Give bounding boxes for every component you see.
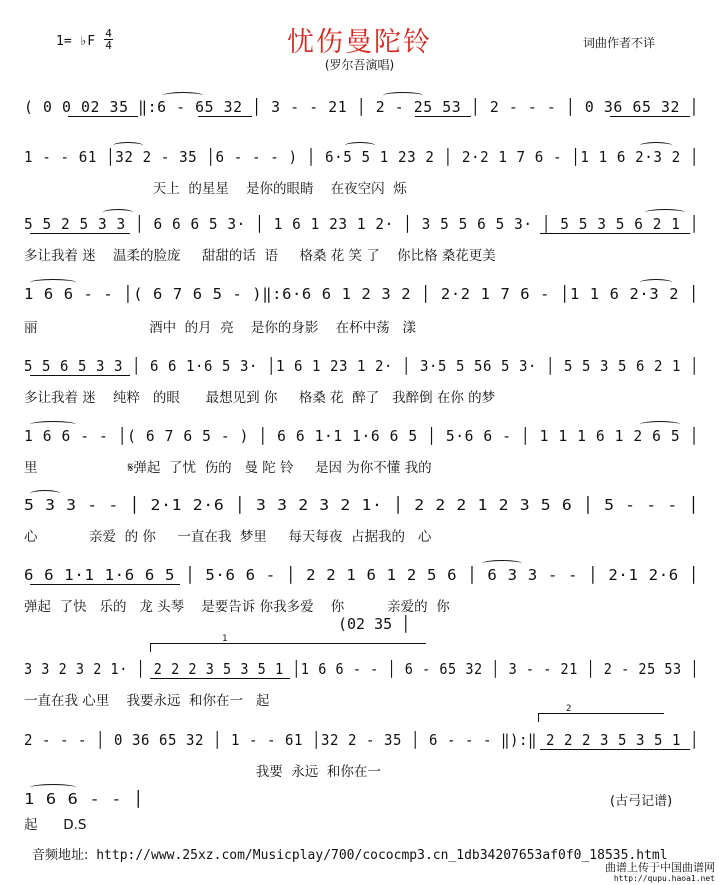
beam-line [68, 116, 138, 117]
slur-mark [640, 279, 672, 286]
watermark-text: 曲谱上传于中国曲谱网 [605, 861, 715, 874]
slur-mark [640, 142, 672, 149]
audio-url-link[interactable]: http://www.25xz.com/Musicplay/700/cococmp3.cn_1db34207653af0f0_18535.html [96, 848, 668, 863]
lyric-line-11: 起 D.S [24, 817, 87, 833]
beam-line [150, 678, 290, 679]
site-watermark [605, 862, 715, 884]
slur-mark [30, 279, 76, 286]
key-signature: 1= ♭F [56, 34, 96, 49]
beam-line [415, 116, 471, 117]
notation-line-3: 5 5 2 5 3 3 │ 6 6 6 5 3· │ 1 6 1 23 1 2· │ 3 5 5 6 5 3· │ 5 5 3 5 6 2 1 │ [24, 215, 699, 233]
notation-line-11: 1 6 6 - - │ [24, 790, 144, 808]
slur-mark [30, 784, 76, 791]
beam-line [610, 116, 690, 117]
volta-1-bracket [150, 643, 426, 652]
notation-line-8: 6 6 1·1 1·6 6 5 │ 5·6 6 - │ 2 2 1 6 1 2 5 6 │ 6 3 3 - - │ 2·1 2·6 │ [24, 566, 699, 584]
lyric-line-4: 丽 酒中 的月 亮 是你的身影 在杯中荡 漾 [24, 320, 416, 336]
lyric-line-10: 我要 永远 和你在一 [24, 764, 381, 780]
watermark-url: http://qupu.haoa1.net [613, 874, 715, 883]
transcriber-credit: (古弓记谱) [610, 794, 673, 809]
notation-line-1: ( 0 0 02 35 ‖:6 - 65 32 │ 3 - - 21 │ 2 - 25 53 │ 2 - - - │ 0 36 65 32 │ [24, 98, 699, 116]
audio-label: 音频地址: [32, 848, 89, 863]
notation-line-10: 2 - - - │ 0 36 65 32 │ 1 - - 61 │32 2 - 35 │ 6 - - - ‖):‖ 2 2 2 3 5 3 5 1 │ [24, 731, 699, 749]
time-numerator: 4 [105, 27, 112, 40]
lyric-line-6: 里 𝄋弹起 了忧 伤的 曼 陀 铃 是因 为你不懂 我的 [24, 460, 432, 476]
slur-mark [30, 421, 76, 428]
beam-line [198, 116, 252, 117]
volta-2-bracket [538, 713, 664, 722]
lyric-line-1 [24, 122, 699, 140]
song-title: 忧伤曼陀铃 [287, 27, 432, 58]
lyric-line-8: 弹起 了快 乐的 龙 头琴 是要告诉 你我多爱 你 亲爱的 你 [24, 599, 450, 615]
notation-line-4: 1 6 6 - - │( 6 7 6 5 - )‖:6·6 6 1 2 3 2 │ 2·2 1 7 6 - │1 1 6 2·3 2 │ [24, 285, 699, 303]
beam-line [30, 584, 180, 585]
audio-link-row [32, 844, 668, 863]
slur-mark [645, 209, 685, 216]
interlude-notation: (02 35 │ [338, 615, 411, 633]
lyric-line-3: 多让我着 迷 温柔的脸庞 甜甜的话 语 格桑 花 笑 了 你比格 桑花更美 [24, 248, 496, 264]
lyric-line-9: 一直在我 心里 我要永远 和你在一 起 [24, 693, 270, 709]
notation-line-9: 3 3 2 3 2 1· │ 2 2 2 3 5 3 5 1 │1 6 6 - - │ 6 - 65 32 │ 3 - - 21 │ 2 - 25 53 │ [24, 660, 699, 678]
lyric-line-7: 心 亲爱 的 你 一直在我 梦里 每天每夜 占据我的 心 [24, 529, 432, 545]
slur-mark [113, 142, 143, 149]
volta-1-label: 1 [222, 634, 228, 644]
slur-mark [163, 92, 203, 99]
beam-line [30, 233, 130, 234]
lyric-line-2: 天上 的星星 是你的眼睛 在夜空闪 烁 [24, 181, 407, 197]
beam-line [540, 233, 690, 234]
beam-line [540, 749, 690, 750]
time-denominator: 4 [105, 39, 112, 52]
slur-mark [103, 209, 133, 216]
composer-credit: 词曲作者不详 [583, 36, 656, 50]
beam-line [30, 375, 130, 376]
time-signature [104, 28, 113, 51]
notation-line-7: 5 3 3 - - │ 2·1 2·6 │ 3 3 2 3 2 1· │ 2 2 2 1 2 3 5 6 │ 5 - - - │ [24, 496, 699, 514]
slur-mark [383, 92, 423, 99]
slur-mark [30, 490, 60, 497]
slur-mark [345, 142, 375, 149]
slur-mark [482, 560, 522, 567]
notation-line-2: 1 - - 61 │32 2 - 35 │6 - - - ) │ 6·5 5 1 23 2 │ 2·2 1 7 6 - │1 1 6 2·3 2 │ [24, 148, 699, 166]
notation-line-6: 1 6 6 - - │( 6 7 6 5 - ) │ 6 6 1·1 1·6 6 5 │ 5·6 6 - │ 1 1 1 6 1 2 6 5 │ [24, 427, 699, 445]
volta-2-label: 2 [566, 704, 572, 714]
singer-credit: (罗尔吾演唱) [324, 58, 395, 72]
slur-mark [640, 421, 680, 428]
lyric-line-5: 多让我着 迷 纯粹 的眼 最想见到 你 格桑 花 醉了 我醉倒 在你 的梦 [24, 390, 496, 406]
notation-line-5: 5 5 6 5 3 3 │ 6 6 1·6 5 3· │1 6 1 23 1 2· │ 3·5 5 56 5 3· │ 5 5 3 5 6 2 1 │ [24, 357, 699, 375]
